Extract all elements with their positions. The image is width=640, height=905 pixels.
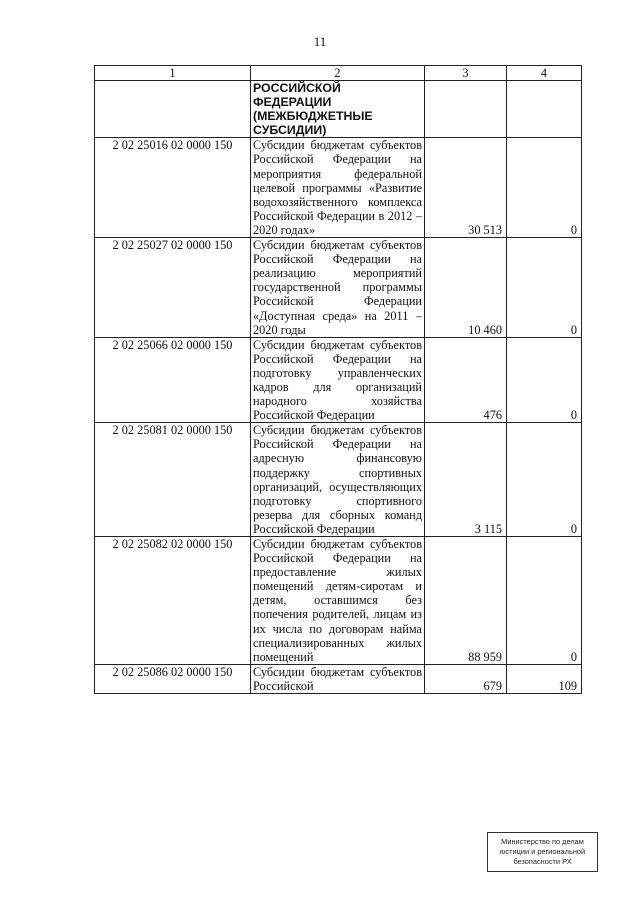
row-code: 2 02 25027 02 0000 150 <box>95 238 251 338</box>
row-value-3: 10 460 <box>425 238 507 338</box>
row-value-4: 0 <box>507 337 582 423</box>
row-value-3: 88 959 <box>425 537 507 665</box>
ministry-stamp <box>487 832 598 872</box>
table-row <box>95 537 582 665</box>
table-row <box>95 664 582 693</box>
table-row <box>95 423 582 537</box>
row-value-3: 3 115 <box>425 423 507 537</box>
row-code: 2 02 25086 02 0000 150 <box>95 664 251 693</box>
row-name: Субсидии бюджетам субъектов Российской Федерации на мероприятия федеральной целевой программы «Развитие водохозяйственного комплекса Российской Федерации в 2012 – 2020 годах» <box>251 138 425 238</box>
row-value-3: 30 513 <box>425 138 507 238</box>
header-col-4: 4 <box>507 66 582 81</box>
row-value-3: 679 <box>425 664 507 693</box>
row-value-4: 109 <box>507 664 582 693</box>
stamp-line-1: Министерство по делам <box>501 837 584 846</box>
table-row <box>95 81 582 138</box>
row-value-4: 0 <box>507 537 582 665</box>
stamp-line-3: безопасности РХ <box>513 857 572 866</box>
table-row <box>95 337 582 423</box>
header-col-3: 3 <box>425 66 507 81</box>
row-name: Субсидии бюджетам субъектов Российской Федерации на предоставление жилых помещений детям-сиротам и детям, оставшимся без попечения родителей, лицам из их числа по договорам найма специализированных жилых помещений <box>251 537 425 665</box>
table-row <box>95 238 582 338</box>
row-value-3 <box>425 81 507 138</box>
row-name: Субсидии бюджетам субъектов Российской Федерации на адресную финансовую поддержку спортивных организаций, осуществляющих подготовку спортивного резерва для сборных команд Российской Федерации <box>251 423 425 537</box>
row-code: 2 02 25066 02 0000 150 <box>95 337 251 423</box>
header-col-1: 1 <box>95 66 251 81</box>
row-name: Субсидии бюджетам субъектов Российской Федерации на реализацию мероприятий государственной программы Российской Федерации «Доступная среда» на 2011 – 2020 годы <box>251 238 425 338</box>
row-name: Субсидии бюджетам субъектов Российской <box>251 664 425 693</box>
row-value-4: 0 <box>507 138 582 238</box>
header-col-2: 2 <box>251 66 425 81</box>
row-code <box>95 81 251 138</box>
row-name: Субсидии бюджетам субъектов Российской Федерации на подготовку управленческих кадров для организаций народного хозяйства Российской Федерации <box>251 337 425 423</box>
table-row <box>95 138 582 238</box>
row-name: РОССИЙСКОЙ ФЕДЕРАЦИИ (МЕЖБЮДЖЕТНЫЕ СУБСИДИИ) <box>251 81 425 138</box>
stamp-line-2: юстиции и региональной <box>499 847 586 856</box>
row-value-3: 476 <box>425 337 507 423</box>
page-number: 11 <box>313 34 327 49</box>
row-value-4: 0 <box>507 423 582 537</box>
table-header-row <box>95 66 582 81</box>
row-code: 2 02 25016 02 0000 150 <box>95 138 251 238</box>
row-value-4: 0 <box>507 238 582 338</box>
row-code: 2 02 25082 02 0000 150 <box>95 537 251 665</box>
row-value-4 <box>507 81 582 138</box>
budget-table <box>94 65 582 694</box>
row-code: 2 02 25081 02 0000 150 <box>95 423 251 537</box>
